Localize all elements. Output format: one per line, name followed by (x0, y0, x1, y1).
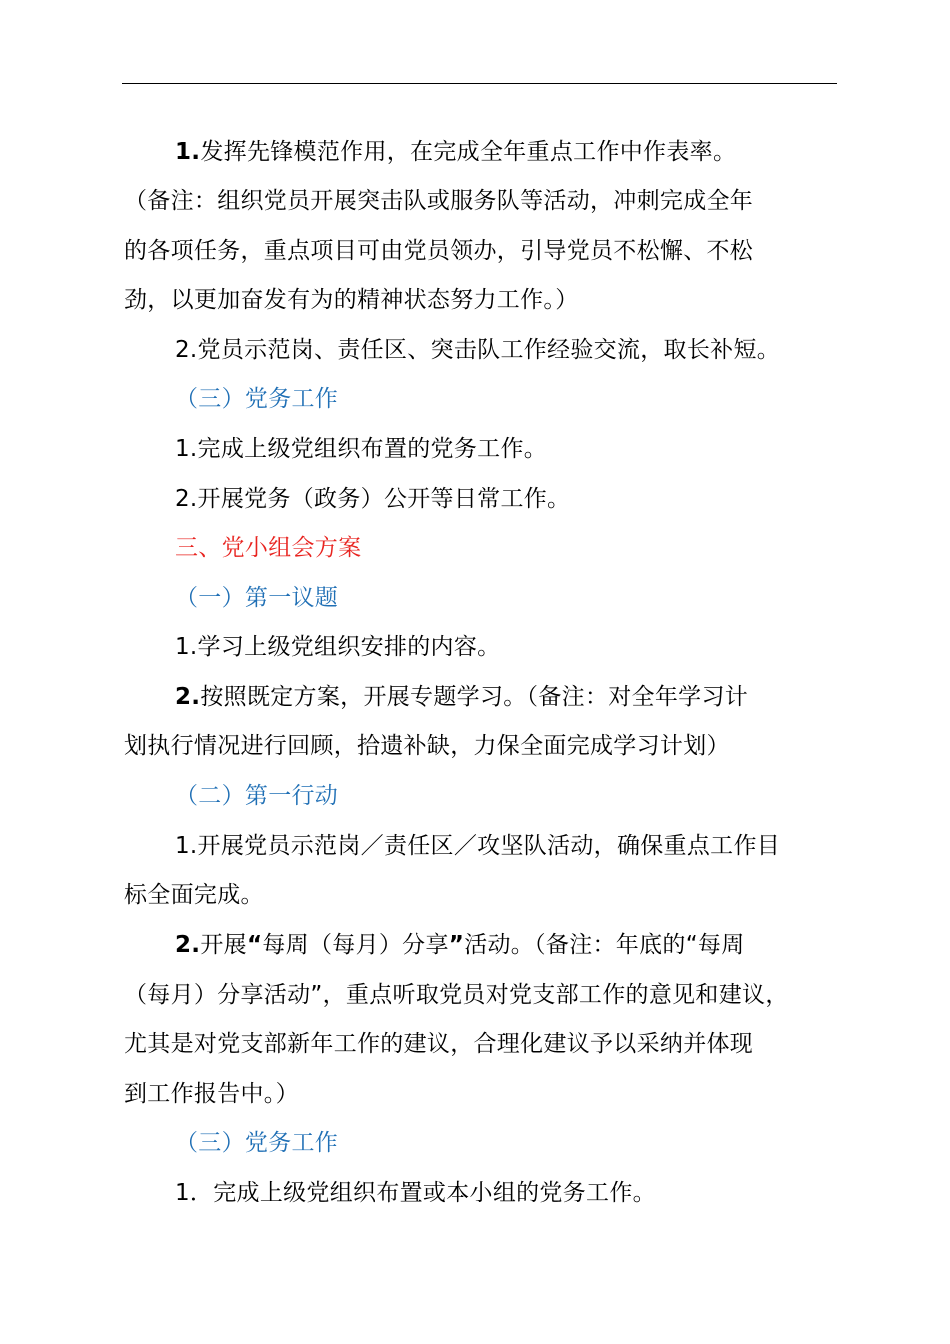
note-line: 尤其是对党支部新年工作的建议，合理化建议予以采纳并体现 (124, 1031, 754, 1057)
item-text: 每周（每月）分享 (262, 932, 449, 958)
list-item: 1．完成上级党组织布置或本小组的党务工作。 (175, 1180, 656, 1206)
list-item: 1.开展党员示范岗／责任区／攻坚队活动，确保重点工作目 (175, 833, 781, 859)
paragraph-item-1 (175, 137, 736, 167)
close-quote: ” (448, 932, 465, 958)
item-text: 按照既定方案，开展专题学习。（备注：对全年学习计 (200, 684, 749, 710)
list-item (175, 682, 748, 712)
item-number: 1. (175, 139, 201, 165)
list-item-continuation: 标全面完成。 (124, 882, 264, 908)
paragraph-item-2: 2.党员示范岗、责任区、突击队工作经验交流，取长补短。 (175, 337, 781, 363)
item-number: 2. (175, 684, 201, 710)
note-line: 到工作报告中。） (124, 1081, 299, 1107)
note-line: 的各项任务，重点项目可由党员领办，引导党员不松懈、不松 (124, 238, 754, 264)
note-line: 劲，以更加奋发有为的精神状态努力工作。） (124, 287, 579, 313)
note-line: （每月）分享活动”，重点听取党员对党支部工作的意见和建议， (124, 982, 789, 1008)
chapter-heading: 三、党小组会方案 (175, 535, 362, 561)
section-heading: （二）第一行动 (175, 783, 339, 809)
open-quote: “ (246, 932, 263, 958)
list-item: 1.学习上级党组织安排的内容。 (175, 634, 501, 660)
item-text: 发挥先锋模范作用，在完成全年重点工作中作表率。 (200, 139, 737, 165)
section-heading: （三）党务工作 (175, 1130, 339, 1156)
section-heading: （三）党务工作 (175, 386, 339, 412)
note-line: （备注：组织党员开展突击队或服务队等活动，冲刺完成全年 (124, 188, 754, 214)
note-line: 划执行情况进行回顾，拾遗补缺，力保全面完成学习计划） (124, 733, 730, 759)
header-rule (122, 83, 837, 84)
item-text: 活动。（备注：年底的“每周 (464, 932, 745, 958)
list-item (175, 930, 745, 960)
section-heading: （一）第一议题 (175, 585, 339, 611)
item-number: 2. (175, 932, 201, 958)
item-text: 开展 (200, 932, 247, 958)
list-item: 2.开展党务（政务）公开等日常工作。 (175, 486, 571, 512)
list-item: 1.完成上级党组织布置的党务工作。 (175, 436, 548, 462)
